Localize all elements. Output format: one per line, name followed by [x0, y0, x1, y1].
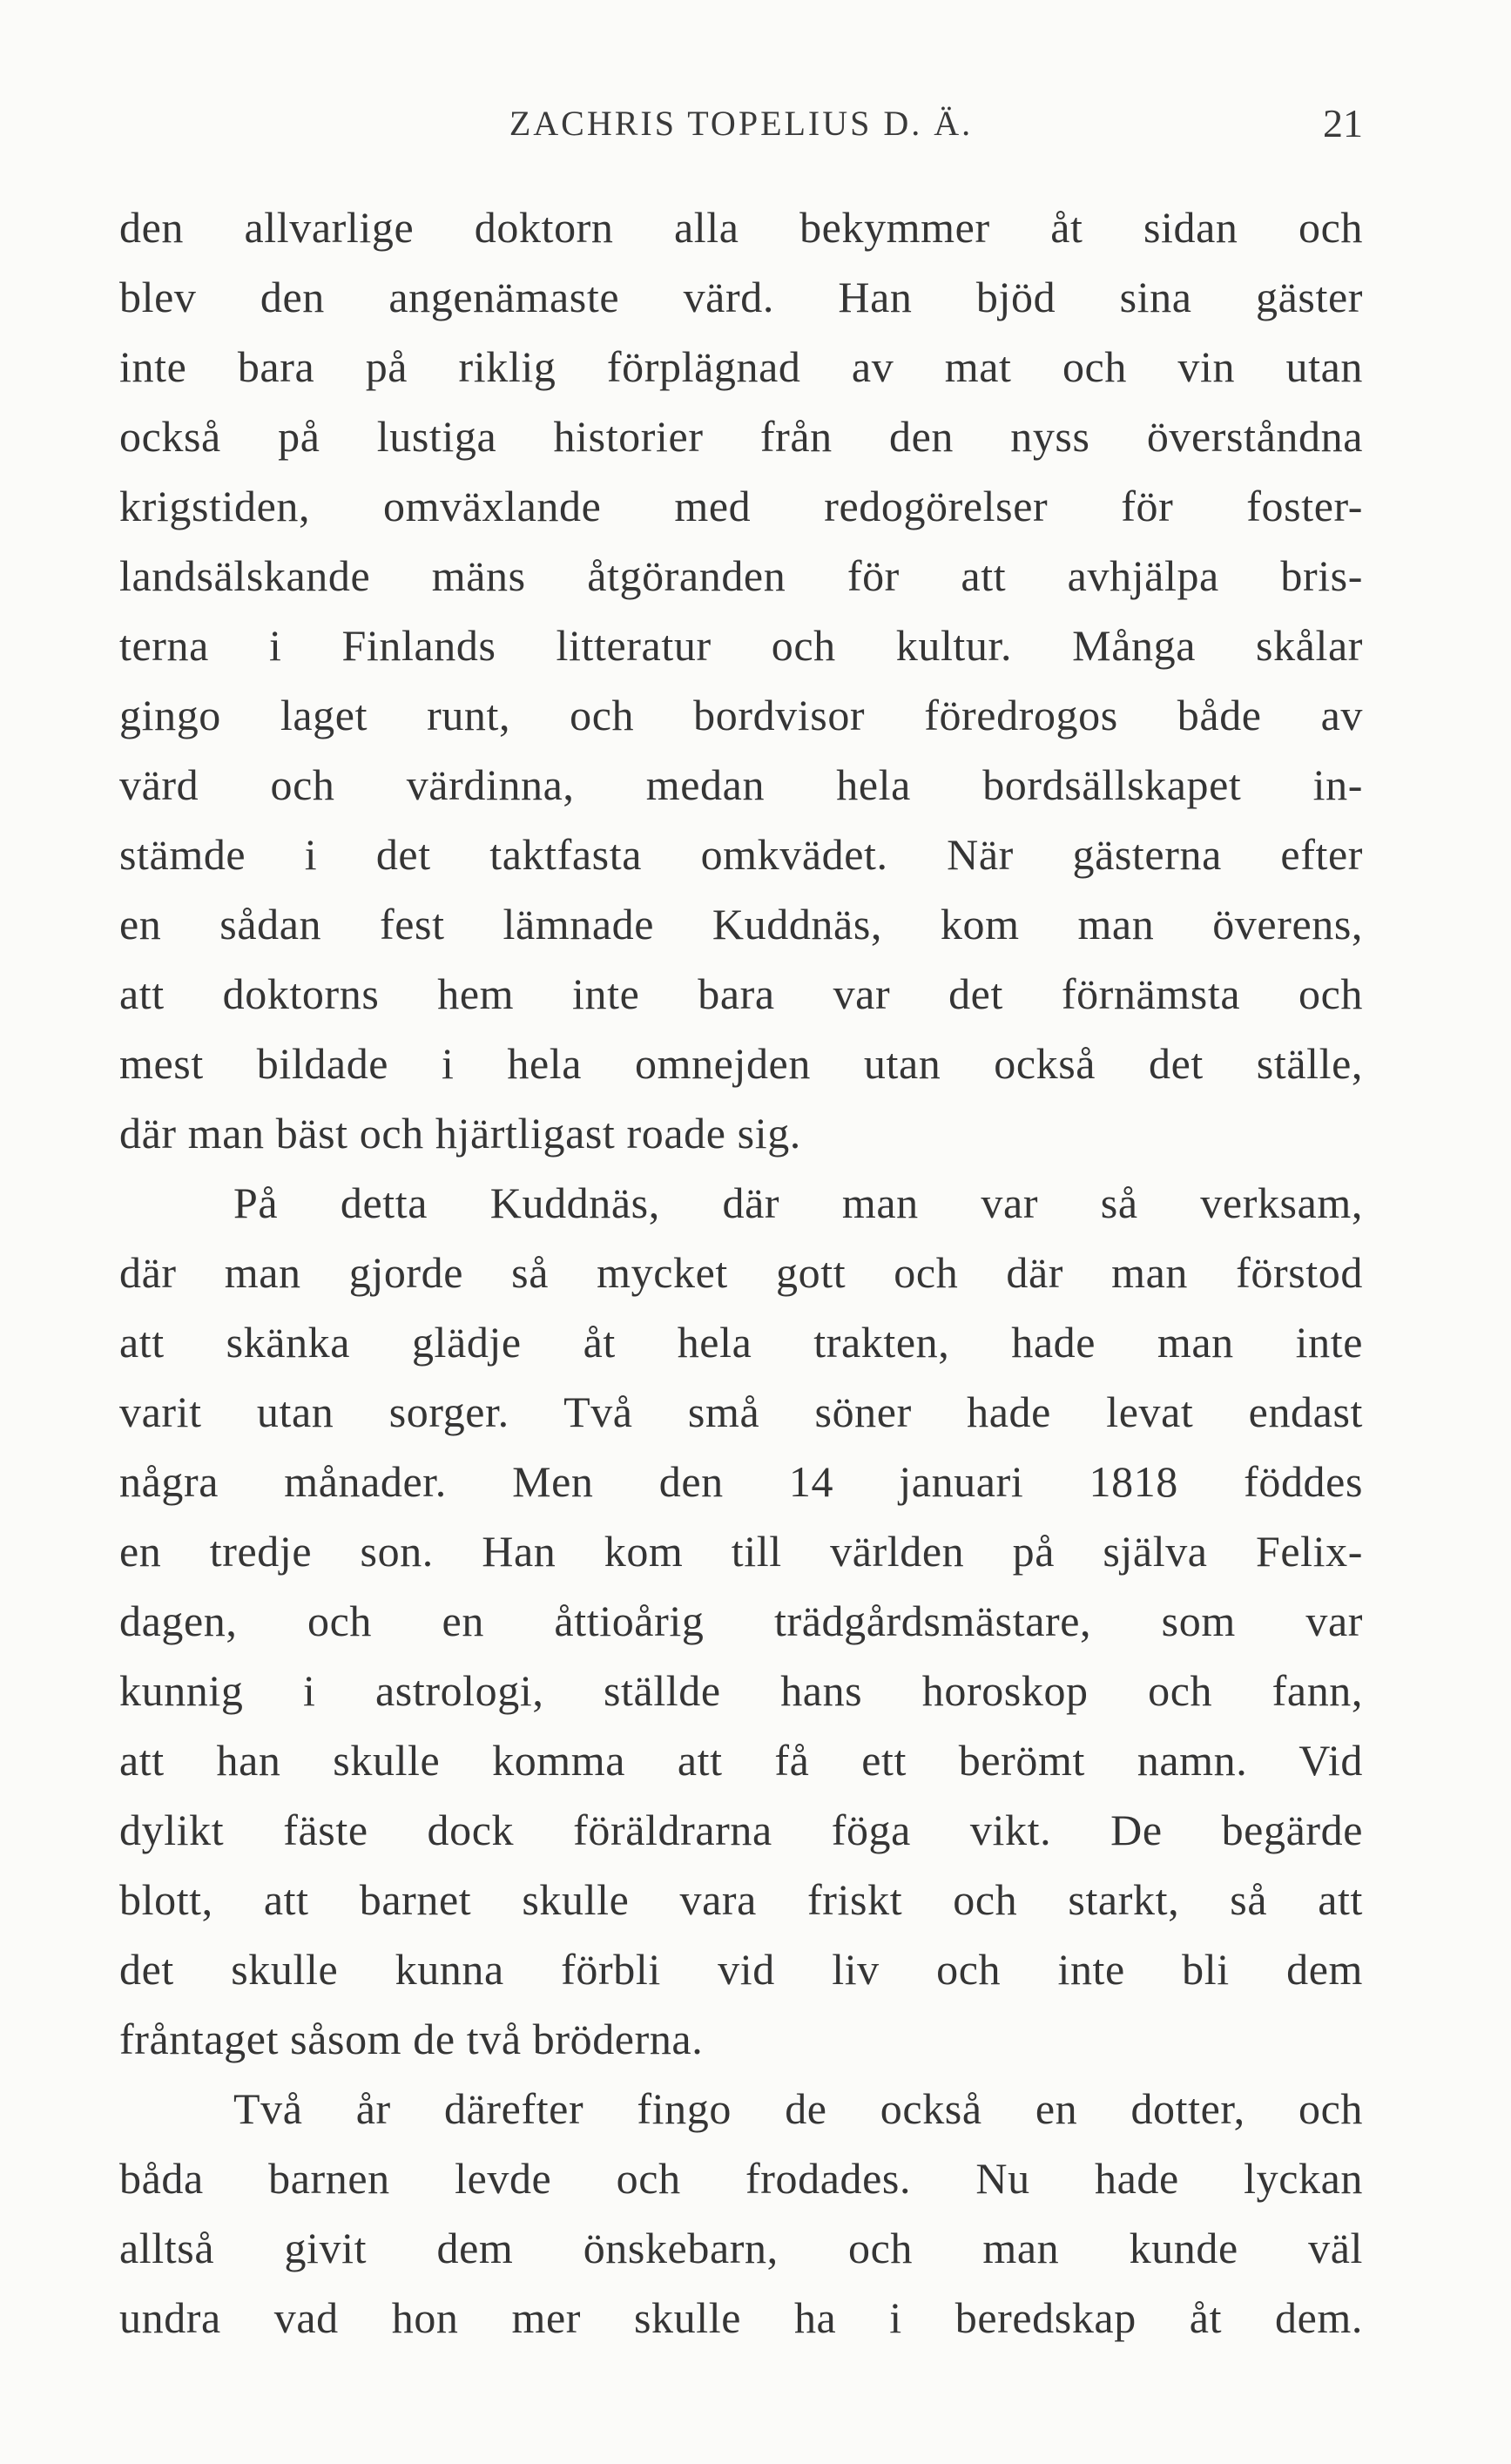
running-title: ZACHRIS TOPELIUS D. Ä.	[509, 104, 974, 143]
text-line: varit utan sorger. Två små söner hade levat endast	[119, 1387, 1363, 1436]
running-head	[119, 98, 1363, 150]
text-line: terna i Finlands litteratur och kultur. Många skålar	[119, 621, 1363, 670]
text-line: där man bäst och hjärtligast roade sig.	[119, 1109, 801, 1158]
text-line: dagen, och en åttioårig trädgårdsmästare, som var	[119, 1597, 1363, 1645]
text-line: den allvarlige doktorn alla bekymmer åt sidan och	[119, 203, 1363, 252]
paragraph-first-line: Två år därefter fingo de också en dotter, och	[233, 2084, 1363, 2133]
text-line: kunnig i astrologi, ställde hans horoskop och fann,	[119, 1666, 1363, 1715]
page-number: 21	[1323, 101, 1363, 145]
text-line: dylikt fäste dock föräldrarna föga vikt. De begärde	[119, 1806, 1363, 1854]
text-line: inte bara på riklig förplägnad av mat och vin utan	[119, 342, 1363, 391]
text-line: undra vad hon mer skulle ha i beredskap åt dem.	[119, 2293, 1363, 2342]
text-line: blott, att barnet skulle vara friskt och starkt, så att	[119, 1875, 1363, 1924]
text-line: båda barnen levde och frodades. Nu hade lyckan	[119, 2154, 1363, 2203]
text-line: att doktorns hem inte bara var det förnämsta och	[119, 969, 1363, 1018]
text-line: några månader. Men den 14 januari 1818 föddes	[119, 1457, 1363, 1506]
paragraph-first-line: På detta Kuddnäs, där man var så verksam,	[233, 1178, 1363, 1227]
body-text	[119, 192, 1363, 2353]
text-line: där man gjorde så mycket gott och där man förstod	[119, 1248, 1363, 1297]
text-line: att han skulle komma att få ett berömt namn. Vid	[119, 1736, 1363, 1785]
text-line: att skänka glädje åt hela trakten, hade man inte	[119, 1318, 1363, 1367]
text-line: stämde i det taktfasta omkvädet. När gästerna efter	[119, 830, 1363, 879]
text-line: värd och värdinna, medan hela bordsällskapet in-	[119, 760, 1363, 809]
text-line: blev den angenämaste värd. Han bjöd sina gäster	[119, 273, 1363, 321]
text-line: krigstiden, omväxlande med redogörelser för foster-	[119, 482, 1363, 530]
text-line: gingo laget runt, och bordvisor föredrogos både av	[119, 691, 1363, 739]
text-line: mest bildade i hela omnejden utan också det ställe,	[119, 1039, 1363, 1088]
text-line: alltså givit dem önskebarn, och man kunde väl	[119, 2224, 1363, 2272]
text-line: landsälskande mäns åtgöranden för att avhjälpa bris-	[119, 551, 1363, 600]
text-line: en tredje son. Han kom till världen på själva Felix-	[119, 1527, 1363, 1576]
text-line: en sådan fest lämnade Kuddnäs, kom man överens,	[119, 900, 1363, 948]
text-line: också på lustiga historier från den nyss överståndna	[119, 412, 1363, 461]
text-line: fråntaget såsom de två bröderna.	[119, 2015, 704, 2063]
text-line: det skulle kunna förbli vid liv och inte bli dem	[119, 1945, 1363, 1994]
